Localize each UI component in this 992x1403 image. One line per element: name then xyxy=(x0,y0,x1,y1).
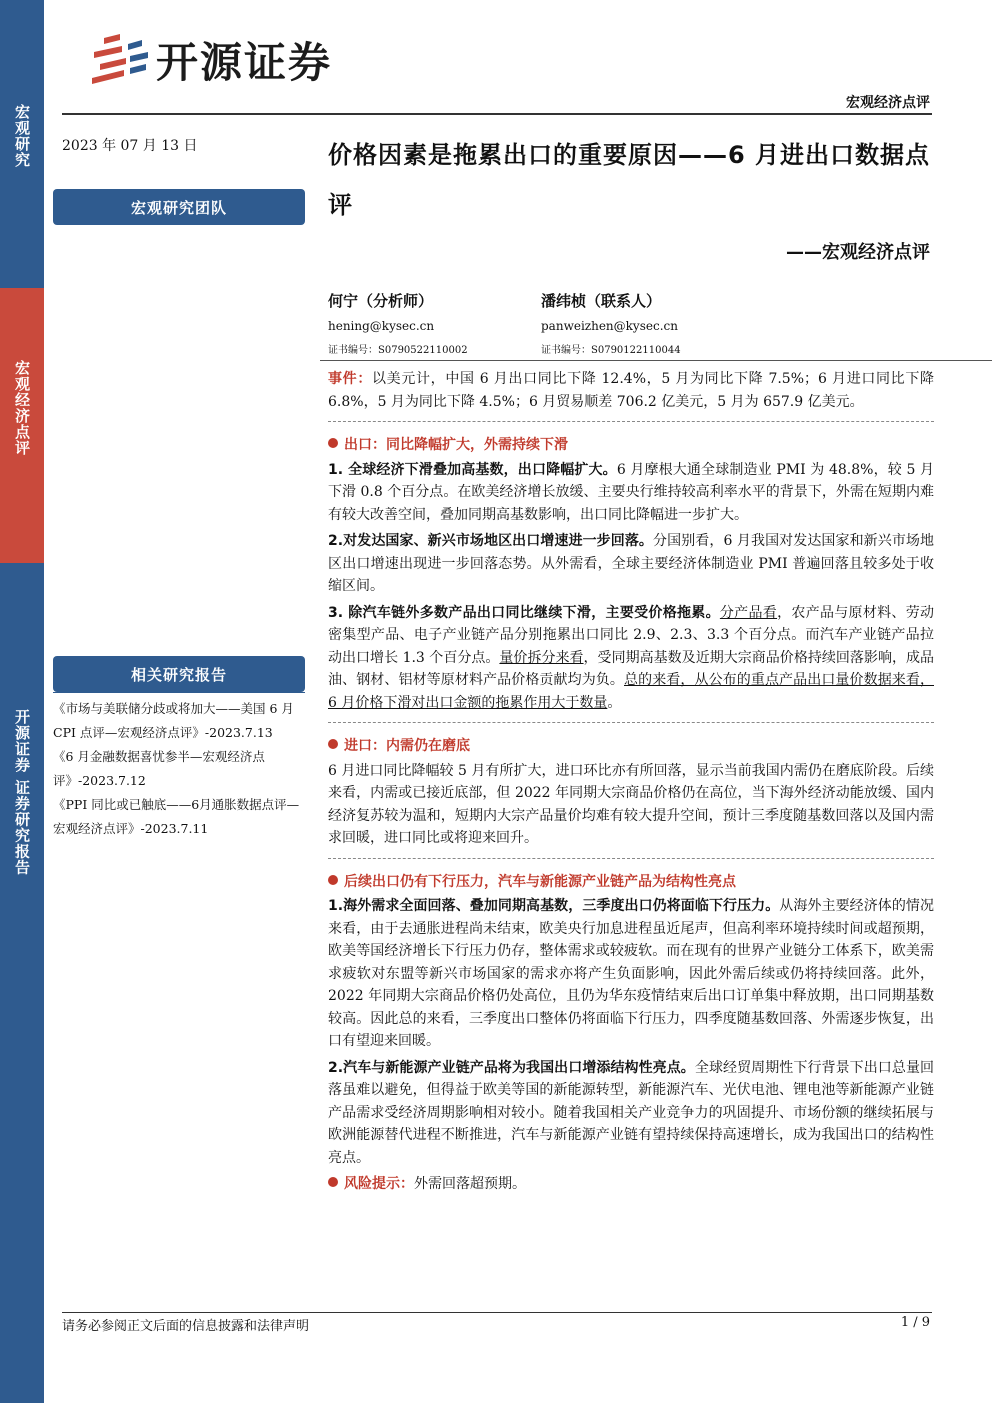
logo-text: 开源证券 xyxy=(156,38,333,87)
related-report-item[interactable]: 《市场与美联储分歧或将加大——美国 6 月 CPI 点评—宏观经济点评》-2023.7.13 xyxy=(53,701,294,740)
related-reports-list xyxy=(53,697,308,841)
event-label: 事件： xyxy=(328,371,372,387)
side-label-brand: 开源证券 证券研究报告 xyxy=(0,563,44,1403)
bullet-dot-icon xyxy=(328,1177,338,1187)
analyst-cert: 证书编号：S0790122110044 xyxy=(541,345,681,356)
analyst-email[interactable]: hening@kysec.cn xyxy=(328,319,435,333)
bullet-dot-icon xyxy=(328,739,338,749)
related-report-item[interactable]: 《6 月金融数据喜忧参半—宏观经济点评》-2023.7.12 xyxy=(53,749,265,788)
bullet-dot-icon xyxy=(328,438,338,448)
analyst-name: 潘纬桢（联系人） xyxy=(541,292,662,310)
header-divider xyxy=(62,113,932,115)
import-paragraph: 6 月进口同比降幅较 5 月有所扩大，进口环比亦有所回落，显示当前我国内需仍在磨底阶段。后续来看，内需或已接近底部，但 2022 年同期大宗商品价格仍在高位，当下海外经济动能放缓、国内经济复苏较为温和，短期内大宗产品量价均难有较大提升空间，预计三季度随基数回落以及国内需求回暖，进口同比或将迎来回升。 xyxy=(328,762,934,846)
section-heading-export: 出口：同比降幅扩大，外需持续下滑 xyxy=(328,434,934,457)
section-divider xyxy=(328,421,934,422)
related-reports-heading: 相关研究报告 xyxy=(53,656,305,692)
side-label-category: 宏观经济点评 xyxy=(0,288,44,563)
analyst-card xyxy=(328,290,468,356)
logo-mark-icon xyxy=(90,30,154,90)
report-subtitle: ——宏观经济点评 xyxy=(786,242,930,263)
analyst-name: 何宁（分析师） xyxy=(328,292,434,310)
section-divider xyxy=(328,858,934,859)
bullet-dot-icon xyxy=(328,875,338,885)
event-text: 以美元计，中国 6 月出口同比下降 12.4%，5 月为同比下降 7.5%；6 月进口同比下降 6.8%，5 月为同比下降 4.5%；6 月贸易顺差 706.2 亿美元，5 月为 657.9 亿美元。 xyxy=(328,371,935,410)
footer-divider xyxy=(62,1312,932,1313)
related-divider xyxy=(53,692,305,693)
analyst-divider xyxy=(320,360,992,361)
section-heading-import: 进口：内需仍在磨底 xyxy=(328,735,934,758)
brand-logo xyxy=(90,30,332,90)
side-label-research: 宏观研究 xyxy=(0,0,44,288)
analyst-cert: 证书编号：S0790522110002 xyxy=(328,345,468,356)
report-date: 2023 年 07 月 13 日 xyxy=(62,138,198,154)
related-report-item[interactable]: 《PPI 同比或已触底——6月通胀数据点评—宏观经济点评》-2023.7.11 xyxy=(53,797,300,836)
report-title: 价格因素是拖累出口的重要原因——6 月进出口数据点评 xyxy=(328,141,931,219)
risk-paragraph: 风险提示：外需回落超预期。 xyxy=(328,1173,934,1196)
section-divider xyxy=(328,722,934,723)
team-heading: 宏观研究团队 xyxy=(53,189,305,225)
side-bar xyxy=(0,0,44,1403)
export-paragraph-3: 3. 除汽车链外多数产品出口同比继续下滑，主要受价格拖累。分产品看，农产品与原材料、劳动密集型产品、电子产业链产品分别拖累出口同比 2.9、2.3、3.3 个百分点。而汽车产业链产品拉动出口增长 1.3 个百分点。量价拆分来看，受同期高基数及近期大宗商品价格持续回落影响，成品油、钢材、铝材等原材料产品价格贡献均为负。总的来看，从公布的重点产品出口量价数据来看，6 月价格下滑对出口金额的拖累作用大于数量。 xyxy=(328,604,935,711)
analyst-card xyxy=(541,290,681,356)
event-paragraph xyxy=(328,368,934,413)
section-heading-outlook: 后续出口仍有下行压力，汽车与新能源产业链产品为结构性亮点 xyxy=(328,871,934,894)
outlook-paragraph-2: 2.汽车与新能源产业链产品将为我国出口增添结构性亮点。全球经贸周期性下行背景下出口总量回落虽难以避免，但得益于欧美等国的新能源转型，新能源汽车、光伏电池、锂电池等新能源产业链产品需求受经济周期影响相对较小。随着我国相关产业竞争力的巩固提升、市场份额的继续拓展与欧洲能源替代进程不断推进，汽车与新能源产业链有望持续保持高速增长，成为我国出口的结构性亮点。 xyxy=(328,1059,935,1166)
export-paragraph-1: 1. 全球经济下滑叠加高基数，出口降幅扩大。6 月摩根大通全球制造业 PMI 为 48.8%，较 5 月下滑 0.8 个百分点。在欧美经济增长放缓、主要央行维持较高利率水平的背景下，外需在短期内难有较大改善空间，叠加同期高基数影响，出口同比降幅进一步扩大。 xyxy=(328,461,934,523)
page-number: 1 / 9 xyxy=(900,1315,930,1330)
report-body xyxy=(328,368,934,1200)
analyst-email[interactable]: panweizhen@kysec.cn xyxy=(541,319,678,333)
outlook-paragraph-1: 1.海外需求全面回落、叠加同期高基数，三季度出口仍将面临下行压力。从海外主要经济体的情况来看，由于去通胀进程尚未结束，欧美央行加息进程虽近尾声，但高利率环境持续时间或超预期，欧美等国经济增长下行压力仍存，整体需求或较疲软。而在现有的世界产业链分工体系下，欧美需求疲软对东盟等新兴市场国家的需求亦将产生负面影响，因此外需后续或仍将持续回落。此外，2022 年同期大宗商品价格仍处高位，且仍为华东疫情结束后出口订单集中释放期，出口同期基数较高。因此总的来看，三季度出口整体仍将面临下行压力，四季度随基数回落、外需逐步恢复，出口有望迎来回暖。 xyxy=(328,898,934,1049)
export-paragraph-2: 2.对发达国家、新兴市场地区出口增速进一步回落。分国别看，6 月我国对发达国家和新兴市场地区出口增速出现进一步回落态势。从外需看，全球主要经济体制造业 PMI 普遍回落且较多处于收缩区间。 xyxy=(328,533,935,594)
header-category-tag: 宏观经济点评 xyxy=(846,95,930,111)
footer-disclaimer: 请务必参阅正文后面的信息披露和法律声明 xyxy=(62,1319,310,1334)
